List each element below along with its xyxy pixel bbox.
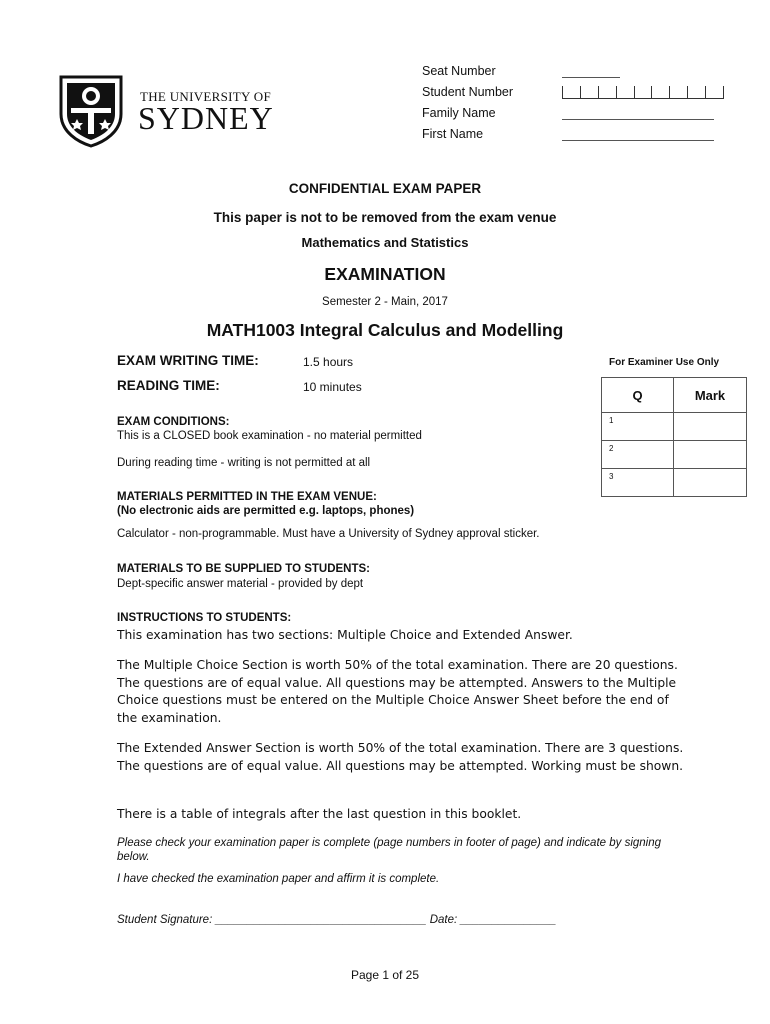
examiner-use-caption: For Examiner Use Only: [609, 357, 720, 368]
affirm-complete-note: I have checked the examination paper and affirm it is complete.: [117, 873, 440, 885]
materials-permitted-text: Calculator - non-programmable. Must have a University of Sydney approval sticker.: [117, 528, 540, 540]
page-number: Page 1 of 25: [350, 968, 420, 982]
seat-number-field[interactable]: [562, 77, 620, 78]
examination-heading: EXAMINATION: [324, 264, 446, 284]
mark-cell[interactable]: [674, 469, 747, 497]
course-title: MATH1003 Integral Calculus and Modelling: [206, 320, 564, 340]
writing-time-label: EXAM WRITING TIME:: [117, 353, 259, 368]
instructions-heading: INSTRUCTIONS TO STUDENTS:: [117, 612, 292, 624]
exam-conditions-line2: During reading time - writing is not permitted at all: [117, 457, 371, 469]
student-number-field[interactable]: [562, 86, 724, 99]
materials-permitted-heading: MATERIALS PERMITTED IN THE EXAM VENUE:: [117, 491, 377, 503]
question-number: 1: [602, 413, 674, 441]
family-name-label: Family Name: [422, 106, 496, 120]
semester-text: Semester 2 - Main, 2017: [322, 296, 448, 308]
seat-number-label: Seat Number: [422, 64, 496, 78]
instructions-paragraph-4: There is a table of integrals after the last question in this booklet.: [117, 807, 522, 821]
confidential-heading: CONFIDENTIAL EXAM PAPER: [288, 181, 482, 196]
check-paper-note: Please check your examination paper is complete (page numbers in footer of page) and indicate by signing below.: [117, 837, 662, 863]
exam-conditions-line1: This is a CLOSED book examination - no material permitted: [117, 430, 422, 442]
student-number-label: Student Number: [422, 85, 514, 99]
mark-cell[interactable]: [674, 413, 747, 441]
exam-conditions-heading: EXAM CONDITIONS:: [117, 416, 230, 428]
first-name-field[interactable]: [562, 140, 714, 141]
writing-time-value: 1.5 hours: [303, 355, 354, 369]
col-q-header: Q: [602, 378, 674, 413]
department-heading: Mathematics and Statistics: [301, 235, 469, 250]
question-number: 2: [602, 441, 674, 469]
materials-permitted-subheading: (No electronic aids are permitted e.g. laptops, phones): [117, 505, 415, 517]
materials-supplied-heading: MATERIALS TO BE SUPPLIED TO STUDENTS:: [117, 563, 371, 575]
instructions-paragraph-3: The Extended Answer Section is worth 50% of the total examination. There are 3 questions. The questions are of equal value. All questions may be attempted. Working must be shown.: [117, 741, 684, 773]
signature-date-line[interactable]: Student Signature: _________________________________ Date: _______________: [117, 914, 557, 926]
university-name-top: THE UNIVERSITY OF: [140, 89, 271, 104]
first-name-label: First Name: [422, 127, 484, 141]
col-mark-header: Mark: [674, 378, 747, 413]
question-number: 3: [602, 469, 674, 497]
materials-supplied-text: Dept-specific answer material - provided by dept: [117, 578, 364, 590]
university-logo: [58, 74, 280, 148]
reading-time-label: READING TIME:: [117, 378, 220, 393]
university-name-sydney: SYDNEY: [138, 100, 274, 136]
reading-time-value: 10 minutes: [303, 380, 362, 394]
family-name-field[interactable]: [562, 119, 714, 120]
examiner-mark-table: [601, 377, 747, 497]
mark-cell[interactable]: [674, 441, 747, 469]
not-removed-heading: This paper is not to be removed from the exam venue: [213, 210, 557, 225]
instructions-paragraph-1: This examination has two sections: Multiple Choice and Extended Answer.: [117, 628, 573, 642]
instructions-paragraph-2: The Multiple Choice Section is worth 50% of the total examination. There are 20 questions. The questions are of equal value. All questions may be attempted. Answers to the Multiple Choice questions must be entered on the Multiple Choice Answer Sheet before the end of the examination.: [117, 658, 678, 725]
university-crest-icon: [58, 74, 124, 148]
